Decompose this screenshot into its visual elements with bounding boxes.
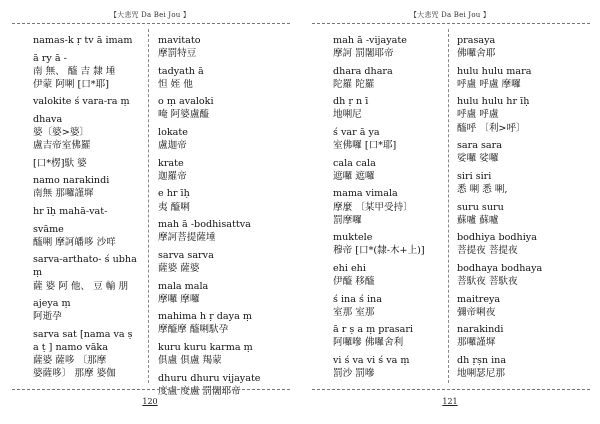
mantra-line: mahima h ṛ daya ṃ — [158, 311, 252, 323]
mantra-text-line: 陀羅 陀羅 — [333, 78, 375, 90]
mantra-text-line: 遮囉 遮囉 — [333, 170, 375, 182]
mantra-text-line: 度盧 度盧 罰闍耶帝 — [158, 385, 241, 397]
mantra-line: sara sara — [457, 140, 502, 152]
left-page-column-1 — [33, 34, 141, 380]
mantra-line: mah ā -bodhisattva — [158, 219, 251, 231]
mantra-line: ā ry ā - — [33, 52, 67, 64]
mantra-text-line: 地唎瑟尼那 — [457, 368, 505, 380]
mantra-text-line: 呼盧 呼盧 摩囉 — [457, 78, 521, 90]
mantra-text-line: 俱盧 俱盧 羯蒙 — [158, 354, 222, 366]
mantra-line: ajeya ṃ — [33, 298, 71, 310]
mantra-entry — [158, 249, 286, 275]
mantra-text-line: 菩提夜 菩提夜 — [457, 245, 518, 257]
mantra-entry — [158, 95, 286, 121]
mantra-text-line: 彌帝唎夜 — [457, 306, 496, 318]
mantra-line: o ṃ avaloki — [158, 96, 214, 108]
right-page-column-2 — [457, 34, 587, 380]
mantra-entry — [457, 231, 587, 257]
mantra-entry — [33, 253, 141, 292]
mantra-text-line: 摩訶 罰闍耶帝 — [333, 48, 394, 60]
bottom-rule — [312, 389, 590, 390]
mantra-entry — [158, 34, 286, 60]
mantra-entry — [33, 297, 141, 323]
mantra-line: hulu hulu mara — [457, 65, 532, 77]
mantra-entry — [457, 293, 587, 319]
mantra-line: vi ś va vi ś va ṃ — [333, 354, 410, 366]
mantra-line: sarva-arthato- ś ubha — [33, 254, 137, 266]
mantra-line: ā r ṣ a ṃ prasari — [333, 324, 414, 336]
mantra-entry — [333, 157, 441, 183]
mantra-entry — [158, 310, 286, 336]
mantra-entry — [333, 65, 441, 91]
mantra-line: [口*楞]馱 婆 — [33, 157, 87, 169]
mantra-line: mavitato — [158, 35, 201, 46]
mantra-text-line: 醯唎 摩訶皤哆 沙咩 — [33, 236, 116, 248]
mantra-line: ś ina ś ina — [333, 293, 382, 305]
mantra-entry — [333, 231, 441, 257]
page-number: 120 — [142, 397, 158, 406]
mantra-text-line: 佛囉舍耶 — [457, 48, 496, 60]
mantra-text-line: 摩罰特豆 — [158, 48, 197, 60]
mantra-line: kuru kuru karma ṃ — [158, 341, 253, 353]
mantra-line: mala mala — [158, 280, 209, 292]
mantra-entry — [158, 157, 286, 183]
mantra-line: bodhaya bodhaya — [457, 262, 543, 274]
mantra-line: suru suru — [457, 201, 504, 213]
mantra-line: dh ṛṣn ina — [457, 354, 507, 366]
mantra-text-line: 蘇嚧 蘇嚧 — [457, 214, 499, 226]
mantra-text-line: 南無 那囉謹墀 — [33, 188, 94, 200]
mantra-line: dh ṛ n ī — [333, 96, 369, 108]
mantra-text-line: 醯呼 〔利>呼〕 — [457, 122, 526, 134]
column-divider — [448, 29, 449, 383]
mantra-text-line: 摩麼 〔某甲受持〕 — [333, 201, 413, 213]
top-rule — [12, 23, 290, 24]
mantra-entry — [457, 201, 587, 227]
mantra-entry — [457, 65, 587, 91]
mantra-line: tadyath ā — [158, 65, 204, 77]
mantra-text-line: 怛 姪 他 — [158, 78, 193, 90]
mantra-entry — [457, 34, 587, 60]
mantra-line: prasaya — [457, 35, 496, 46]
mantra-line: cala cala — [333, 157, 376, 169]
mantra-line: ehi ehi — [333, 262, 366, 274]
mantra-text-line: 穆帝 [口*(隸-木+上)] — [333, 245, 425, 257]
mantra-text-line: 薩婆 薩哆 〔那摩 — [33, 354, 107, 366]
mantra-text-line: ṃ — [33, 267, 43, 279]
mantra-line: krate — [158, 157, 184, 169]
mantra-line: valokite ś vara-ra ṃ — [33, 96, 130, 108]
mantra-line: siri siri — [457, 170, 492, 182]
mantra-text-line: 呼盧 呼盧 — [457, 109, 499, 121]
mantra-entry — [333, 262, 441, 288]
mantra-line: dhava — [33, 113, 63, 125]
mantra-entry — [158, 280, 286, 306]
mantra-text-line: 迦羅帝 — [158, 170, 187, 182]
bottom-rule — [12, 389, 290, 390]
mantra-text-line: 薩 婆 阿 他、 豆 輸 朋 — [33, 280, 129, 292]
mantra-text-line: 菩馱夜 菩馱夜 — [457, 276, 518, 287]
mantra-entry — [457, 170, 587, 196]
mantra-entry — [33, 52, 141, 91]
mantra-line: lokate — [158, 127, 188, 139]
mantra-text-line: 室佛囉 [口*耶] — [333, 140, 397, 152]
mantra-text-line: 摩醯摩 醯唎馱孕 — [158, 324, 229, 336]
mantra-entry — [333, 293, 441, 319]
mantra-entry — [158, 218, 286, 244]
mantra-line: ś var ā ya — [333, 127, 380, 139]
mantra-text-line: 娑囉 娑囉 — [457, 153, 499, 165]
mantra-entry — [33, 205, 141, 218]
mantra-entry — [457, 323, 587, 349]
right-page-column-1 — [333, 34, 441, 380]
mantra-entry — [33, 328, 141, 380]
mantra-line: dhara dhara — [333, 65, 393, 77]
mantra-line: hulu hulu hr īḥ — [457, 96, 530, 108]
mantra-entry — [33, 113, 141, 152]
mantra-text-line: 阿囉嘇 佛囉舍利 — [333, 337, 404, 349]
mantra-text-line: 盧迦帝 — [158, 140, 187, 152]
mantra-entry — [33, 223, 141, 249]
mantra-entry — [333, 34, 441, 60]
mantra-text-line: 室那 室那 — [333, 306, 375, 318]
mantra-text-line: 夷 醯唎 — [158, 201, 190, 213]
mantra-entry — [333, 95, 441, 121]
mantra-entry — [158, 126, 286, 152]
mantra-entry — [333, 354, 441, 380]
mantra-line: namas-k ṛ tv ā imam — [33, 35, 133, 46]
mantra-line: svāme — [33, 223, 64, 235]
mantra-entry — [33, 174, 141, 200]
running-header: 【大悲咒 Da Bei Jou 】 — [109, 11, 191, 19]
mantra-entry — [333, 323, 441, 349]
mantra-line: mah ā -vijayate — [333, 35, 407, 46]
right-page — [300, 0, 600, 424]
mantra-text-line: 摩訶菩提薩埵 — [158, 232, 216, 244]
mantra-text-line: 南 無、 醯 吉 隸 埵 — [33, 65, 116, 77]
mantra-text-line: 伊蒙 阿唎 [口*耶] — [33, 78, 109, 90]
mantra-line: mama vimala — [333, 188, 398, 200]
mantra-text-line: 唵 阿婆盧醯 — [158, 109, 210, 121]
mantra-entry — [333, 187, 441, 226]
mantra-entry — [457, 139, 587, 165]
mantra-text-line: 阿逝孕 — [33, 311, 62, 323]
mantra-text-line: 婆薩哆〕 那摩 婆伽 — [33, 368, 116, 380]
mantra-text-line: 地唎尼 — [333, 109, 362, 121]
mantra-entry — [158, 187, 286, 213]
top-rule — [312, 23, 590, 24]
mantra-line: dhuru dhuru vijayate — [158, 372, 261, 384]
mantra-text-line: 摩囉 摩囉 — [158, 293, 200, 305]
mantra-text-line: 伊醯 移醯 — [333, 276, 375, 287]
mantra-text-line: 罰摩囉 — [333, 214, 362, 226]
mantra-entry — [158, 65, 286, 91]
mantra-entry — [33, 34, 141, 47]
mantra-text-line: 罰沙 罰嘇 — [333, 368, 375, 380]
mantra-line: muktele — [333, 232, 373, 244]
mantra-line: maitreya — [457, 293, 501, 305]
mantra-text-line: 盧吉帝室佛羅 — [33, 140, 91, 152]
page-number: 121 — [442, 397, 458, 406]
mantra-text-line: 婆〔婆>婆〕 — [33, 127, 90, 139]
mantra-entry — [33, 95, 141, 108]
mantra-text-line: a ṭ ] namo vāka — [33, 341, 108, 353]
column-divider — [148, 29, 149, 383]
mantra-line: e hr īḥ — [158, 188, 190, 200]
running-header: 【大悲咒 Da Bei Jou 】 — [409, 11, 491, 19]
mantra-entry — [158, 372, 286, 398]
mantra-entry — [457, 262, 587, 288]
left-page-column-2 — [158, 34, 286, 398]
mantra-line: bodhiya bodhiya — [457, 232, 537, 244]
mantra-line: sarva sat [nama va ṣ — [33, 328, 133, 340]
mantra-entry — [457, 354, 587, 380]
mantra-entry — [33, 157, 141, 170]
mantra-text-line: 那囉謹墀 — [457, 337, 496, 349]
mantra-line: sarva sarva — [158, 249, 214, 261]
mantra-text-line: 悉 唎 悉 唎, — [457, 183, 508, 195]
mantra-line: narakindi — [457, 324, 504, 336]
mantra-line: hr īḥ mahā-vat- — [33, 206, 108, 218]
mantra-entry — [333, 126, 441, 152]
mantra-line: namo narakindi — [33, 175, 110, 187]
mantra-text-line: 薩婆 薩婆 — [158, 262, 200, 274]
mantra-entry — [158, 341, 286, 367]
mantra-entry — [457, 95, 587, 134]
